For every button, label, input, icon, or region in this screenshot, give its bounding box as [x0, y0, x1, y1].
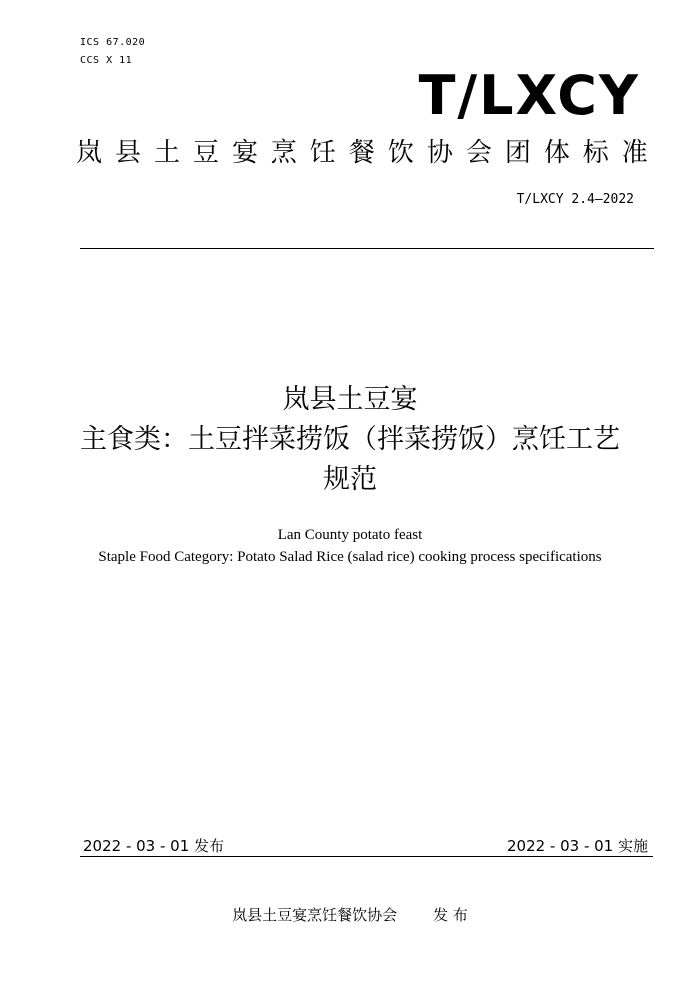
publisher-line: [0, 904, 700, 925]
title-cn-line-1: 岚县土豆宴: [282, 384, 418, 415]
association-title-char: 县: [114, 138, 141, 168]
association-title-char: 烹: [270, 138, 297, 168]
footer-divider: [80, 856, 653, 857]
association-title-char: 岚: [76, 138, 103, 168]
implement-date: 2022 - 03 - 01 实施: [506, 837, 648, 855]
title-en-line-1: Lan County potato feast: [277, 527, 423, 543]
title-cn-line-2: 主食类：土豆拌菜捞饭（拌菜捞饭）烹饪工艺: [80, 424, 620, 455]
standard-number: T/LXCY 2.4—2022: [516, 192, 634, 207]
association-title-char: 餐: [348, 138, 375, 168]
association-title-char: 标: [582, 138, 609, 168]
association-title-char: 土: [153, 138, 180, 168]
association-title-char: 团: [504, 138, 531, 168]
english-title: [0, 524, 700, 568]
association-title-char: 准: [621, 138, 648, 168]
association-title-char: 饪: [309, 138, 336, 168]
header-divider: [80, 248, 654, 249]
association-title-char: 体: [543, 138, 570, 168]
document-title: [0, 380, 700, 500]
publish-date: 2022 - 03 - 01 发布: [83, 837, 225, 855]
association-title-char: 宴: [231, 138, 258, 168]
association-title-char: 协: [426, 138, 453, 168]
title-en-line-2: Staple Food Category: Potato Salad Rice (salad rice) cooking process specifications: [98, 549, 602, 565]
association-standard-title: [76, 136, 648, 170]
standard-logo: T/LXCY: [418, 64, 640, 127]
association-title-char: 豆: [192, 138, 219, 168]
association-title-char: 饮: [387, 138, 414, 168]
title-cn-line-3: 规范: [323, 464, 377, 495]
association-title-char: 会: [465, 138, 492, 168]
publish-label: 发 布: [433, 906, 468, 924]
ccs-code: CCS X 11: [80, 55, 133, 66]
publisher-name: 岚县土豆宴烹饪餐饮协会: [232, 906, 398, 924]
ics-code: ICS 67.020: [80, 37, 146, 48]
